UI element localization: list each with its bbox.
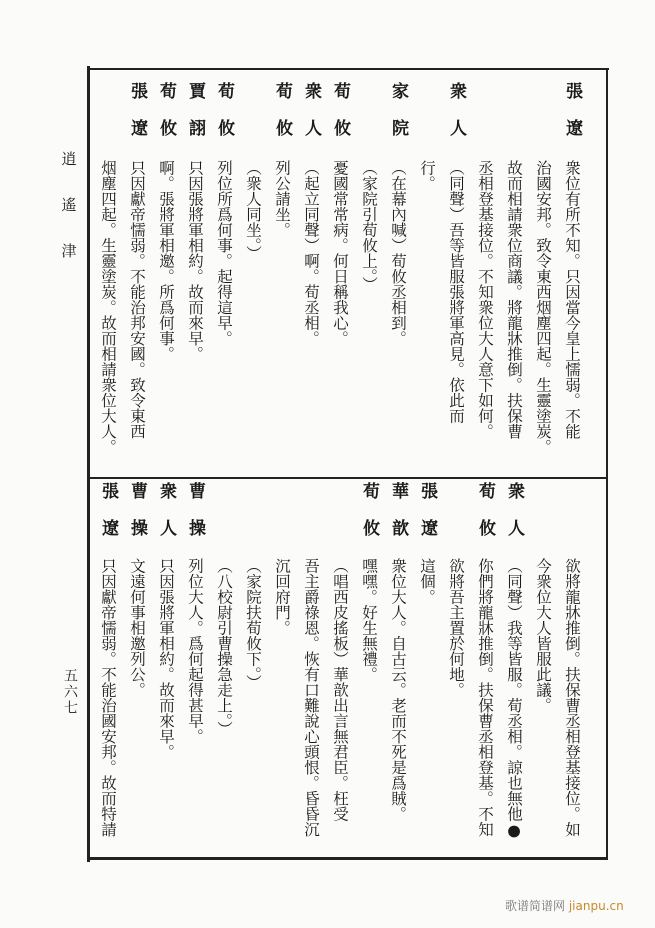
frame-top-border	[87, 68, 609, 70]
speaker-name: 曹操	[127, 482, 147, 556]
dialogue-text: 你們將龍牀推倒。扶保曹丞相登基。不知	[476, 558, 494, 837]
speaker-name: 張遼	[562, 82, 582, 156]
speaker-name: 家院	[388, 82, 408, 156]
running-title-char: 遙	[61, 196, 77, 214]
dialogue-text: 行。	[418, 160, 436, 191]
dialogue-text: 憂國常常病。何日稱我心。	[331, 160, 349, 346]
dialogue-text: 衆位大人。自古云。老而不死是爲賊。	[389, 558, 407, 822]
speaker-name: 張遼	[127, 82, 147, 156]
watermark	[505, 897, 624, 914]
dialogue-text: 嘿嘿。好生無禮。	[360, 558, 378, 682]
dialogue-text: （在幕內喊）荀攸丞相到。	[389, 160, 407, 346]
dialogue-text: 只因獻帝懦弱。不能治邦安國。致令東西	[128, 160, 146, 439]
frame-middle-divider	[87, 477, 608, 479]
dialogue-text: 列公請坐。	[273, 160, 291, 238]
dialogue-text: 欲將龍牀推倒。扶保曹丞相登基接位。如	[563, 558, 581, 837]
dialogue-text: 烟塵四起。生靈塗炭。故而相請衆位大人。	[99, 160, 117, 455]
speaker-name: 荀攸	[214, 82, 234, 156]
watermark-en: jianpu.cn	[568, 899, 624, 913]
dialogue-text: （家院引荀攸上。）	[360, 160, 378, 292]
running-title-char: 逍	[61, 150, 77, 168]
frame-bottom-border	[87, 857, 608, 860]
speaker-name: 荀攸	[475, 482, 495, 556]
speaker-name: 賈詡	[185, 82, 205, 156]
speaker-name: 張遼	[417, 482, 437, 556]
dialogue-text: （八校尉引曹操急走上。）	[215, 558, 233, 737]
dialogue-text: 丞相登基接位。不知衆位大人意下如何。	[476, 160, 494, 439]
dialogue-text: （同聲）吾等皆服張將軍高見。依此而	[447, 160, 465, 424]
dialogue-text: 欲將吾主置於何地。	[447, 558, 465, 698]
speaker-name: 衆人	[156, 482, 176, 556]
dialogue-text: 故而相請衆位商議。將龍牀推倒。扶保曹	[505, 160, 523, 439]
dialogue-text: 列位所爲何事。起得這早。	[215, 160, 233, 346]
page-number: 五六七	[62, 668, 78, 716]
dialogue-text: （唱西皮搖板）華歆出言無君臣。枉受	[331, 558, 349, 822]
speaker-name: 荀攸	[272, 82, 292, 156]
dialogue-text: （起立同聲）啊。荀丞相。	[302, 160, 320, 346]
dialogue-text: 只因張將軍相約。故而來早。	[186, 160, 204, 362]
dialogue-text: 只因張將軍相約。故而來早。	[157, 558, 175, 760]
speaker-name: 華歆	[388, 482, 408, 556]
speaker-name: 荀攸	[359, 482, 379, 556]
dialogue-text: 列位大人。爲何起得甚早。	[186, 558, 204, 744]
dialogue-text: 吾主爵祿恩。恢有口難說心頭恨。昏昏沉	[302, 558, 320, 837]
dialogue-text: （同聲）我等皆服。荀丞相。諒也無他●	[505, 558, 523, 840]
speaker-name: 衆人	[446, 82, 466, 156]
dialogue-text: 只因獻帝懦弱。不能治國安邦。故而特請	[99, 558, 117, 837]
speaker-name: 荀攸	[156, 82, 176, 156]
dialogue-text: 衆位有所不知。只因當今皇上懦弱。不能	[563, 160, 581, 439]
watermark-cn: 歌谱简谱网	[505, 899, 566, 913]
speaker-name: 曹操	[185, 482, 205, 556]
speaker-name: 荀攸	[330, 82, 350, 156]
dialogue-text: （家院扶荀攸下。）	[244, 558, 262, 690]
dialogue-text: 今衆位大人皆服此議。	[534, 558, 552, 713]
dialogue-text: 治國安邦。致令東西烟塵四起。生靈塗炭。	[534, 160, 552, 455]
speaker-name: 衆人	[504, 482, 524, 556]
dialogue-text: 啊。張將軍相邀。所爲何事。	[157, 160, 175, 362]
dialogue-text: 文遠何事相邀列公。	[128, 558, 146, 698]
frame-left-border	[87, 66, 90, 862]
speaker-name: 張遼	[98, 482, 118, 556]
running-title-char: 津	[61, 242, 77, 260]
dialogue-text: 沉回府門。	[273, 558, 291, 636]
speaker-name: 衆人	[301, 82, 321, 156]
dialogue-text: （衆人同坐。）	[244, 160, 262, 261]
frame-right-border	[606, 68, 608, 860]
dialogue-text: 這個。	[418, 558, 436, 605]
